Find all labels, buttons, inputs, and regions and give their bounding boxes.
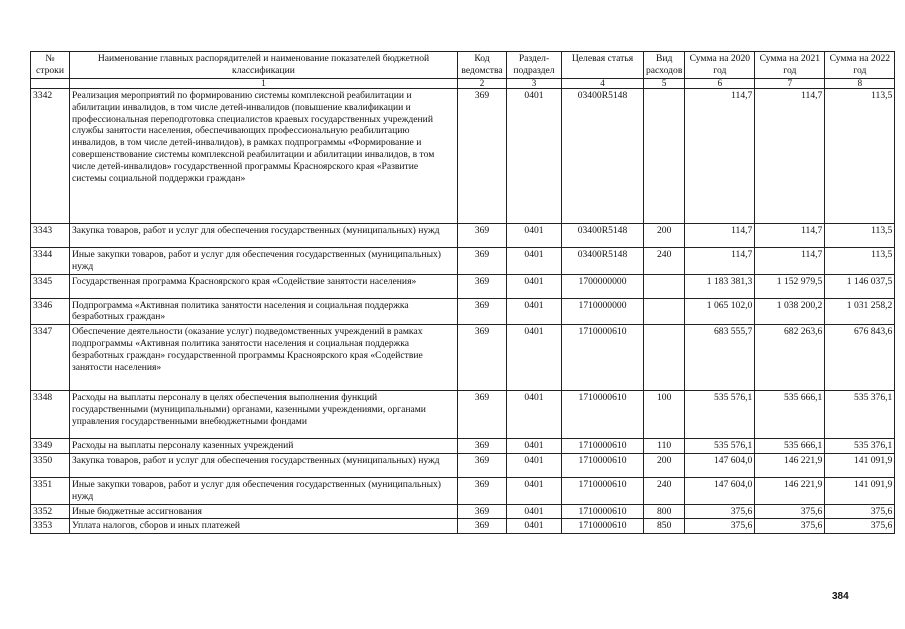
row-name: Подпрограмма «Активная политика занятости населения и социальная поддержка безработных граждан» [70, 298, 458, 325]
row-sum-2021: 1 152 979,5 [755, 274, 825, 298]
row-number: 3347 [31, 325, 70, 391]
row-sum-2020: 147 604,0 [685, 453, 755, 477]
row-target: 03400R5148 [562, 89, 644, 224]
row-target: 1710000000 [562, 298, 644, 325]
row-number: 3345 [31, 274, 70, 298]
row-name: Закупка товаров, работ и услуг для обеспечения государственных (муниципальных) нужд [70, 224, 458, 248]
column-index [31, 79, 70, 89]
row-name: Реализация мероприятий по формированию системы комплексной реабилитации и абилитации инвалидов, в том числе детей-инвалидов (повышение квалификации и профессиональная переподготовка специалистов краевых государственных учреждений службы занятости населения, обеспечивающих профессиональную реабилитацию инвалидов, в том числе детей-инвалидов), в рамках подпрограммы «Формирование и совершенствование системы комплексной реабилитации и абилитации инвалидов, в том числе детей-инвалидов» государственной программы Красноярского края «Развитие системы социальной поддержки граждан» [70, 89, 458, 224]
row-number: 3352 [31, 504, 70, 519]
row-kind: 200 [644, 224, 685, 248]
row-section: 0401 [507, 89, 562, 224]
row-number: 3342 [31, 89, 70, 224]
column-index: 4 [562, 79, 644, 89]
table-row [31, 477, 895, 504]
column-index: 6 [685, 79, 755, 89]
row-number: 3348 [31, 391, 70, 439]
row-kind: 850 [644, 519, 685, 534]
row-sum-2021: 682 263,6 [755, 325, 825, 391]
row-code: 369 [458, 453, 507, 477]
row-kind [644, 274, 685, 298]
header-sum-2022: Сумма на 2022 год [825, 52, 895, 79]
row-name: Иные закупки товаров, работ и услуг для обеспечения государственных (муниципальных) нужд [70, 248, 458, 275]
row-sum-2021: 114,7 [755, 224, 825, 248]
column-index: 8 [825, 79, 895, 89]
header-row [31, 52, 895, 79]
row-section: 0401 [507, 504, 562, 519]
row-code: 369 [458, 504, 507, 519]
row-kind: 800 [644, 504, 685, 519]
row-sum-2022: 113,5 [825, 89, 895, 224]
row-name: Уплата налогов, сборов и иных платежей [70, 519, 458, 534]
row-target: 03400R5148 [562, 248, 644, 275]
row-kind: 200 [644, 453, 685, 477]
row-section: 0401 [507, 453, 562, 477]
row-section: 0401 [507, 519, 562, 534]
row-sum-2020: 683 555,7 [685, 325, 755, 391]
row-sum-2020: 114,7 [685, 89, 755, 224]
row-number: 3349 [31, 439, 70, 454]
header-row-number: № строки [31, 52, 70, 79]
row-number: 3350 [31, 453, 70, 477]
header-name: Наименование главных распорядителей и наименование показателей бюджетной классификации [70, 52, 458, 79]
header-kind: Вид расходов [644, 52, 685, 79]
header-target: Целевая статья [562, 52, 644, 79]
row-name: Закупка товаров, работ и услуг для обеспечения государственных (муниципальных) нужд [70, 453, 458, 477]
header-section: Раздел-подраздел [507, 52, 562, 79]
header-sum-2020: Сумма на 2020 год [685, 52, 755, 79]
row-code: 369 [458, 477, 507, 504]
row-target: 1710000610 [562, 504, 644, 519]
column-index: 7 [755, 79, 825, 89]
row-section: 0401 [507, 391, 562, 439]
row-target: 1710000610 [562, 453, 644, 477]
row-sum-2021: 114,7 [755, 89, 825, 224]
row-sum-2022: 141 091,9 [825, 453, 895, 477]
table-row [31, 224, 895, 248]
table-row [31, 248, 895, 275]
row-sum-2020: 375,6 [685, 519, 755, 534]
row-sum-2021: 1 038 200,2 [755, 298, 825, 325]
table-row [31, 274, 895, 298]
row-sum-2022: 375,6 [825, 519, 895, 534]
row-sum-2021: 375,6 [755, 504, 825, 519]
row-target: 1710000610 [562, 519, 644, 534]
row-section: 0401 [507, 224, 562, 248]
row-section: 0401 [507, 439, 562, 454]
row-sum-2022: 1 031 258,2 [825, 298, 895, 325]
row-sum-2022: 535 376,1 [825, 439, 895, 454]
row-sum-2021: 535 666,1 [755, 439, 825, 454]
row-section: 0401 [507, 274, 562, 298]
row-name: Иные закупки товаров, работ и услуг для обеспечения государственных (муниципальных) нужд [70, 477, 458, 504]
row-kind: 110 [644, 439, 685, 454]
row-target: 1710000610 [562, 439, 644, 454]
row-sum-2021: 535 666,1 [755, 391, 825, 439]
row-target: 1700000000 [562, 274, 644, 298]
row-target: 03400R5148 [562, 224, 644, 248]
row-sum-2022: 676 843,6 [825, 325, 895, 391]
row-sum-2020: 147 604,0 [685, 477, 755, 504]
row-code: 369 [458, 439, 507, 454]
table-row [31, 439, 895, 454]
row-target: 1710000610 [562, 325, 644, 391]
row-name: Расходы на выплаты персоналу в целях обеспечения выполнения функций государственными (муниципальными) органами, казенными учреждениями, органами управления государственными внебюджетными фондами [70, 391, 458, 439]
row-section: 0401 [507, 248, 562, 275]
row-kind: 100 [644, 391, 685, 439]
page-number: 384 [832, 591, 849, 602]
row-code: 369 [458, 391, 507, 439]
row-sum-2020: 535 576,1 [685, 439, 755, 454]
table-row [31, 298, 895, 325]
row-sum-2022: 141 091,9 [825, 477, 895, 504]
row-code: 369 [458, 325, 507, 391]
row-kind [644, 89, 685, 224]
row-sum-2022: 113,5 [825, 248, 895, 275]
table-row [31, 89, 895, 224]
row-kind [644, 298, 685, 325]
row-sum-2022: 113,5 [825, 224, 895, 248]
row-sum-2022: 1 146 037,5 [825, 274, 895, 298]
column-index: 3 [507, 79, 562, 89]
row-kind [644, 325, 685, 391]
row-code: 369 [458, 274, 507, 298]
row-sum-2022: 535 376,1 [825, 391, 895, 439]
table-body [31, 89, 895, 534]
row-sum-2020: 114,7 [685, 224, 755, 248]
column-index: 5 [644, 79, 685, 89]
table-row [31, 391, 895, 439]
column-index: 1 [70, 79, 458, 89]
row-number: 3344 [31, 248, 70, 275]
column-index: 2 [458, 79, 507, 89]
row-code: 369 [458, 89, 507, 224]
budget-table [30, 51, 895, 534]
row-code: 369 [458, 224, 507, 248]
row-code: 369 [458, 248, 507, 275]
header-code: Код ведомства [458, 52, 507, 79]
row-kind: 240 [644, 248, 685, 275]
row-name: Государственная программа Красноярского края «Содействие занятости населения» [70, 274, 458, 298]
row-sum-2021: 146 221,9 [755, 477, 825, 504]
row-sum-2021: 375,6 [755, 519, 825, 534]
row-number: 3351 [31, 477, 70, 504]
row-code: 369 [458, 298, 507, 325]
row-sum-2022: 375,6 [825, 504, 895, 519]
table-row [31, 504, 895, 519]
row-name: Обеспечение деятельности (оказание услуг) подведомственных учреждений в рамках подпрограммы «Активная политика занятости населения и социальная поддержка безработных граждан» государственной программы Красноярского края «Содействие занятости населения» [70, 325, 458, 391]
row-section: 0401 [507, 298, 562, 325]
row-sum-2021: 146 221,9 [755, 453, 825, 477]
row-target: 1710000610 [562, 477, 644, 504]
row-name: Расходы на выплаты персоналу казенных учреждений [70, 439, 458, 454]
table-row [31, 325, 895, 391]
table-row [31, 453, 895, 477]
row-sum-2020: 114,7 [685, 248, 755, 275]
row-number: 3346 [31, 298, 70, 325]
row-section: 0401 [507, 477, 562, 504]
row-number: 3353 [31, 519, 70, 534]
row-code: 369 [458, 519, 507, 534]
row-target: 1710000610 [562, 391, 644, 439]
row-kind: 240 [644, 477, 685, 504]
row-sum-2020: 535 576,1 [685, 391, 755, 439]
column-index-row [31, 79, 895, 89]
row-sum-2020: 375,6 [685, 504, 755, 519]
row-sum-2020: 1 183 381,3 [685, 274, 755, 298]
row-section: 0401 [507, 325, 562, 391]
header-sum-2021: Сумма на 2021 год [755, 52, 825, 79]
row-number: 3343 [31, 224, 70, 248]
row-sum-2021: 114,7 [755, 248, 825, 275]
row-sum-2020: 1 065 102,0 [685, 298, 755, 325]
row-name: Иные бюджетные ассигнования [70, 504, 458, 519]
table-row [31, 519, 895, 534]
